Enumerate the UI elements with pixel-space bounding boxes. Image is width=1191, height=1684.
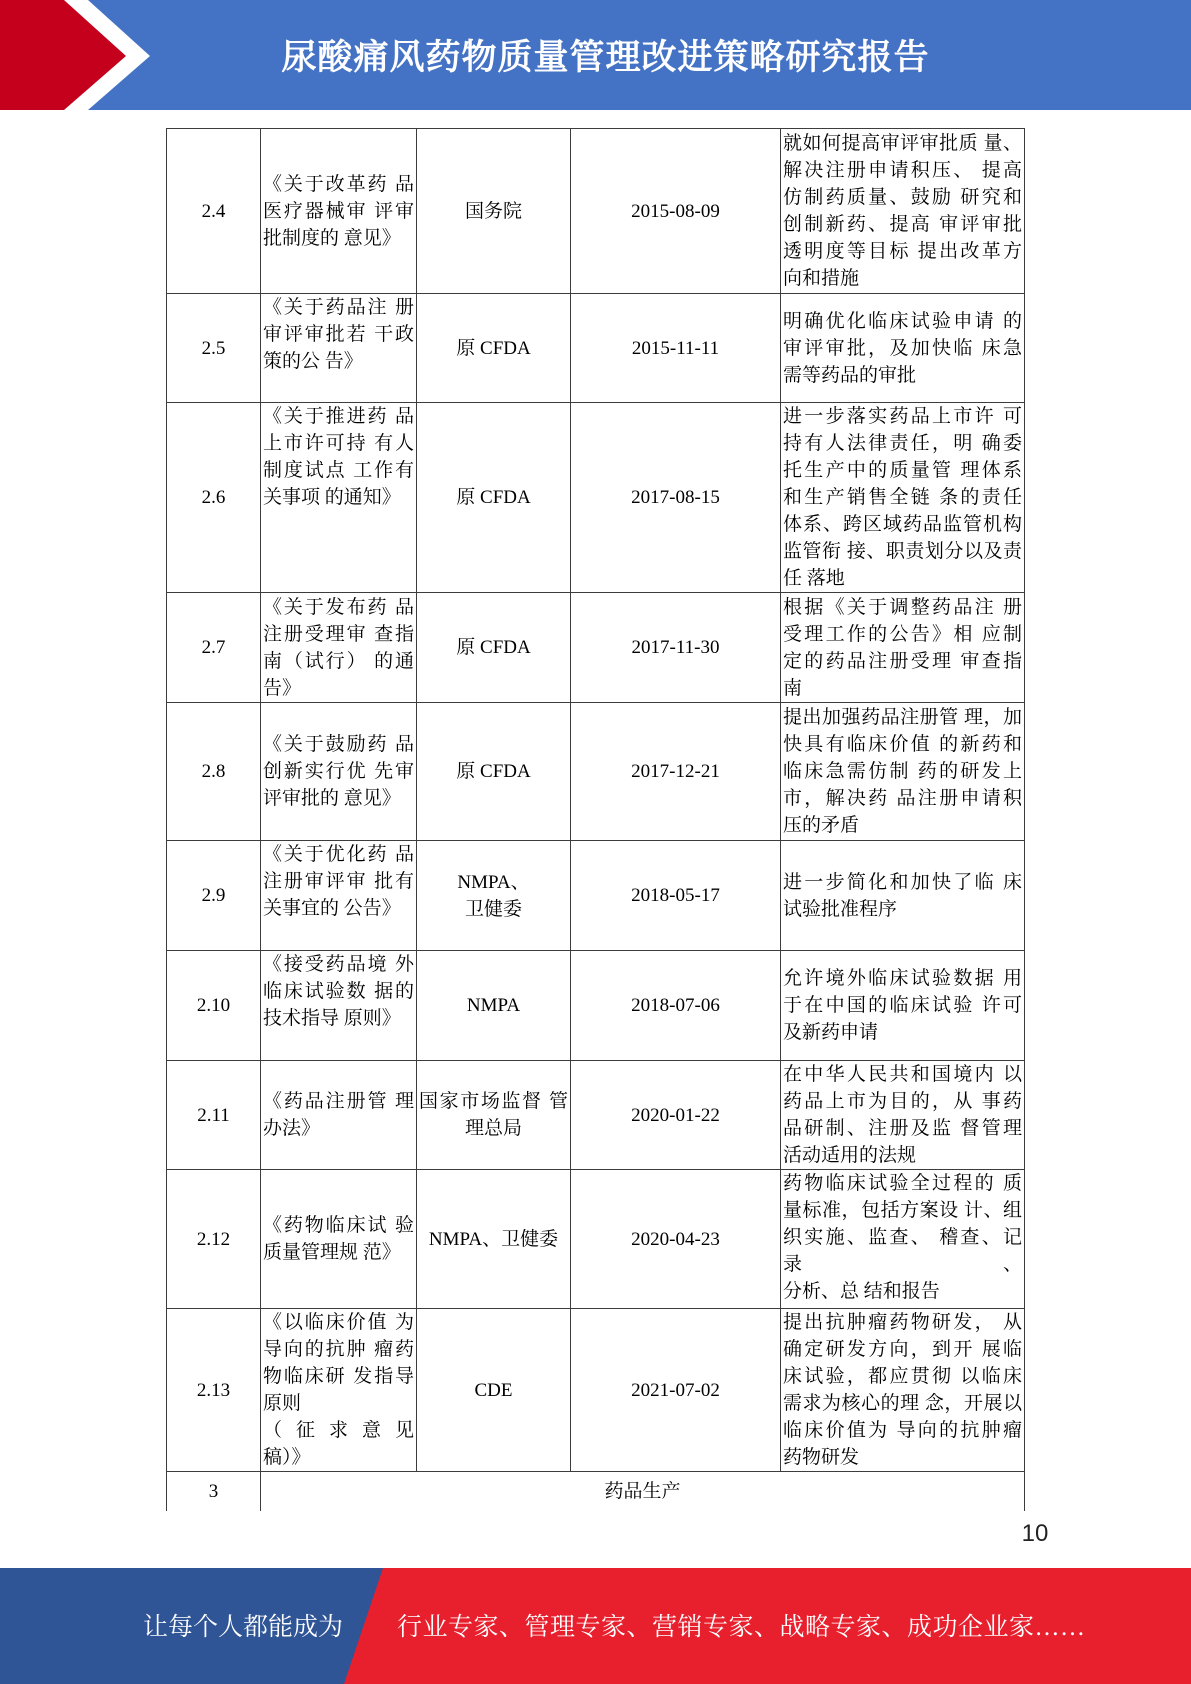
section-row [167, 1472, 1025, 1512]
document-summary-line: 药物临床试验全过程的 质 [783, 1173, 1022, 1194]
document-title-line: 批制度的 意见》 [263, 227, 401, 249]
document-summary-line: 活动适用的法规 [783, 1145, 917, 1166]
issue-date-cell [571, 129, 781, 294]
document-summary-line: 在中华人民共和国境内 以 [783, 1064, 1022, 1085]
footer-lead-text: 让每个人都能成为 [143, 1614, 344, 1641]
table-row [167, 1309, 1025, 1472]
document-summary-line: 根据《关于调整药品注 册 [783, 596, 1022, 618]
document-summary-line: 量标准，包括方案设 计、组 [783, 1200, 1022, 1221]
issue-date-line: 2021-07-02 [631, 1379, 720, 1401]
section-number-cell [167, 1472, 261, 1512]
table-row [167, 129, 1025, 294]
document-title-cell [261, 403, 417, 593]
issue-date-line: 2018-07-06 [631, 995, 720, 1016]
issue-date-cell [571, 1309, 781, 1472]
document-title-line: 《关于推进药 品 [263, 406, 414, 427]
row-number-line: 2.10 [196, 995, 231, 1016]
document-title-line: 临床试验数 据的 [263, 981, 414, 1002]
document-title-line: 《关于药品注 册 [263, 297, 414, 318]
row-number-line: 2.12 [196, 1228, 231, 1250]
row-number-line: 2.6 [201, 487, 226, 508]
issue-date-line: 2020-01-22 [631, 1104, 720, 1126]
report-title: 尿酸痛风药物质量管理改进策略研究报告 [281, 38, 930, 77]
issuing-agency-cell [417, 1309, 571, 1472]
document-summary-line: 试验批准程序 [783, 898, 898, 920]
row-number-line: 2.5 [201, 337, 226, 359]
document-title-line: 注册审评审 批有 [263, 871, 414, 892]
table-row [167, 403, 1025, 593]
row-number-cell [167, 703, 261, 841]
document-summary-line: 审评审批，及加快临 床急 [783, 337, 1022, 359]
section-label: 药品生产 [604, 1481, 681, 1503]
issue-date-cell [571, 951, 781, 1061]
document-summary-cell [781, 841, 1025, 951]
row-number-cell [167, 593, 261, 703]
issuing-agency-cell [417, 703, 571, 841]
row-number-line: 2.4 [201, 200, 226, 222]
document-title-line: 《以临床价值 为 [263, 1312, 414, 1333]
page-number: 10 [1021, 1520, 1049, 1547]
footer-tagline-text: 行业专家、管理专家、营销专家、战略专家、成功企业家…… [397, 1614, 1086, 1641]
document-title-line: 关事项 的通知》 [263, 487, 401, 508]
document-summary-line: 临床急需仿制 药的研发上 [783, 761, 1022, 782]
document-summary-line: 压的矛盾 [783, 815, 860, 836]
issue-date-cell [571, 593, 781, 703]
section-number: 3 [208, 1481, 219, 1503]
document-summary-line: 快具有临床价值 的新药和 [783, 734, 1022, 755]
document-title-line: 南（试行） 的通 [263, 650, 414, 672]
document-title-line: 稿）》 [263, 1447, 311, 1468]
document-summary-line: 监管衔 接、职责划分以及责 [783, 541, 1022, 562]
document-title-cell [261, 129, 417, 294]
footer-banner [0, 1568, 1191, 1684]
issue-date-cell [571, 841, 781, 951]
issue-date-cell [571, 294, 781, 403]
document-title-cell [261, 951, 417, 1061]
document-title-line: 审评审批若 干政 [263, 324, 414, 345]
document-title-line: 导向的抗肿 瘤药 [263, 1339, 414, 1360]
row-number-cell [167, 951, 261, 1061]
document-summary-line: 织实施、监查、 稽查、记录、 [783, 1227, 1022, 1275]
issue-date-line: 2017-08-15 [631, 487, 720, 508]
table-row [167, 294, 1025, 403]
issuing-agency-line: 国务院 [464, 200, 522, 222]
issuing-agency-line: NMPA、卫健委 [428, 1228, 559, 1250]
issuing-agency-cell [417, 841, 571, 951]
issuing-agency-line: 原 CFDA [456, 761, 531, 782]
document-title-line: 《关于鼓励药 品 [263, 734, 414, 755]
issuing-agency-line: CDE [474, 1379, 513, 1401]
issuing-agency-line: NMPA [466, 995, 521, 1016]
row-number-cell [167, 1170, 261, 1309]
document-summary-line: 于在中国的临床试验 许可 [783, 995, 1022, 1016]
document-title-line: 创新实行优 先审 [263, 761, 414, 782]
document-summary-line: 需等药品的审批 [783, 364, 917, 386]
issuing-agency-cell [417, 1061, 571, 1170]
table-row [167, 1061, 1025, 1170]
document-summary-line: 仿制药质量、鼓励 研究和 [783, 187, 1022, 208]
table-row [167, 951, 1025, 1061]
document-title-line: 告》 [263, 677, 302, 699]
table-row [167, 1170, 1025, 1309]
issue-date-cell [571, 1170, 781, 1309]
issue-date-line: 2017-11-30 [631, 637, 720, 658]
document-summary-cell [781, 403, 1025, 593]
row-number-line: 2.8 [201, 761, 226, 782]
document-summary-line: 品研制、注册及监 督管理 [783, 1118, 1022, 1139]
issue-date-cell [571, 1061, 781, 1170]
row-number-cell [167, 841, 261, 951]
document-summary-line: 创制新药、提高 审评审批 [783, 214, 1022, 235]
document-title-line: 原则 [263, 1393, 302, 1414]
row-number-cell [167, 1061, 261, 1170]
document-summary-line: 就如何提高审评审批质 量、 [783, 133, 1022, 154]
issuing-agency-cell [417, 403, 571, 593]
document-title-line: 上市许可持 有人 [263, 433, 414, 454]
document-title-line: 《药物临床试 验 [263, 1215, 414, 1236]
document-summary-line: 受理工作的公告》相 应制 [783, 623, 1022, 645]
document-summary-cell [781, 703, 1025, 841]
document-title-line: （ 征 求 意 见 [263, 1420, 414, 1441]
issuing-agency-line: 原 CFDA [456, 637, 531, 658]
document-summary-line: 明确优化临床试验申请 的 [783, 310, 1022, 332]
issuing-agency-line: 国家市场监督 管 [419, 1091, 568, 1112]
document-summary-line: 提出加强药品注册管 理，加 [783, 707, 1022, 728]
table-row [167, 841, 1025, 951]
document-summary-cell [781, 593, 1025, 703]
row-number-line: 2.9 [201, 885, 226, 906]
issuing-agency-line: 原 CFDA [456, 337, 531, 359]
document-summary-line: 进一步简化和加快了临 床 [783, 871, 1022, 893]
document-title-line: 《关于改革药 品 [263, 173, 414, 195]
document-summary-line: 及新药申请 [783, 1022, 879, 1043]
document-summary-cell [781, 1170, 1025, 1309]
document-summary-line: 托生产中的质量管 理体系 [783, 460, 1022, 481]
document-title-line: 关事宜的 公告》 [263, 898, 401, 919]
document-title-line: 制度试点 工作有 [263, 460, 414, 481]
document-title-cell [261, 703, 417, 841]
document-title-line: 物临床研 发指导 [263, 1366, 414, 1387]
document-title-cell [261, 593, 417, 703]
issuing-agency-line: 原 CFDA [456, 487, 531, 508]
header-banner [0, 0, 1191, 110]
document-summary-line: 南 [783, 677, 803, 699]
issuing-agency-cell [417, 1170, 571, 1309]
document-title-cell [261, 1309, 417, 1472]
document-title-line: 办法》 [263, 1118, 321, 1139]
document-summary-line: 和生产销售全链 条的责任 [783, 487, 1022, 508]
regulation-table [166, 128, 1025, 1511]
table-row [167, 703, 1025, 841]
document-title-line: 《药品注册管 理 [263, 1091, 414, 1112]
issuing-agency-cell [417, 129, 571, 294]
issuing-agency-line: 卫健委 [464, 898, 522, 920]
document-summary-line: 透明度等目标 提出改革方 [783, 241, 1022, 262]
issue-date-line: 2017-12-21 [631, 761, 720, 782]
document-summary-line: 进一步落实药品上市许 可 [783, 406, 1022, 427]
document-title-line: 《关于优化药 品 [263, 844, 414, 865]
document-title-cell [261, 1170, 417, 1309]
document-title-line: 策的公 告》 [263, 351, 363, 372]
document-summary-line: 床试验，都应贯彻 以临床 [783, 1366, 1022, 1387]
document-title-line: 《关于发布药 品 [263, 596, 414, 618]
document-summary-cell [781, 129, 1025, 294]
document-title-line: 技术指导 原则》 [263, 1008, 401, 1029]
issuing-agency-line: 理总局 [464, 1118, 522, 1139]
document-title-line: 医疗器械审 评审 [263, 200, 414, 222]
row-number-cell [167, 403, 261, 593]
document-summary-cell [781, 951, 1025, 1061]
document-summary-line: 药物研发 [783, 1447, 860, 1468]
document-summary-line: 市，解决药 品注册申请积 [783, 788, 1022, 809]
document-title-cell [261, 294, 417, 403]
issue-date-cell [571, 403, 781, 593]
row-number-cell [167, 294, 261, 403]
document-title-line: 评审批的 意见》 [263, 788, 401, 809]
issue-date-line: 2020-04-23 [631, 1228, 720, 1250]
row-number-cell [167, 1309, 261, 1472]
document-title-line: 《接受药品境 外 [263, 954, 414, 975]
document-summary-cell [781, 1061, 1025, 1170]
document-summary-line: 提出抗肿瘤药物研发， 从 [783, 1312, 1022, 1333]
row-number-cell [167, 129, 261, 294]
document-summary-line: 任 落地 [783, 568, 845, 589]
document-summary-line: 体系、跨区域药品监管机构 [783, 514, 1022, 535]
document-title-cell [261, 1061, 417, 1170]
issuing-agency-line: NMPA、 [457, 871, 530, 893]
document-title-cell [261, 841, 417, 951]
document-summary-line: 允许境外临床试验数据 用 [783, 968, 1022, 989]
issue-date-line: 2015-08-09 [631, 200, 720, 222]
issuing-agency-cell [417, 593, 571, 703]
document-summary-line: 分析、总 结和报告 [783, 1281, 940, 1302]
document-summary-cell [781, 294, 1025, 403]
document-title-line: 质量管理规 范》 [263, 1242, 401, 1263]
document-summary-line: 确定研发方向，到开 展临 [783, 1339, 1022, 1360]
issuing-agency-cell [417, 294, 571, 403]
issue-date-line: 2018-05-17 [631, 885, 720, 906]
issue-date-cell [571, 703, 781, 841]
document-summary-line: 持有人法律责任，明 确委 [783, 433, 1022, 454]
issue-date-line: 2015-11-11 [631, 337, 720, 359]
document-summary-line: 临床价值为 导向的抗肿瘤 [783, 1420, 1022, 1441]
document-summary-cell [781, 1309, 1025, 1472]
document-summary-line: 需求为核心的理 念，开展以 [783, 1393, 1022, 1414]
document-summary-line: 向和措施 [783, 268, 860, 289]
section-label-cell [261, 1472, 1025, 1512]
document-summary-line: 药品上市为目的，从 事药 [783, 1091, 1022, 1112]
table-row [167, 593, 1025, 703]
document-summary-line: 解决注册申请积压、 提高 [783, 160, 1022, 181]
document-title-line: 注册受理审 查指 [263, 623, 414, 645]
row-number-line: 2.7 [201, 637, 226, 658]
row-number-line: 2.11 [197, 1104, 230, 1126]
issuing-agency-cell [417, 951, 571, 1061]
row-number-line: 2.13 [196, 1379, 231, 1401]
document-summary-line: 定的药品注册受理 审查指 [783, 650, 1022, 672]
